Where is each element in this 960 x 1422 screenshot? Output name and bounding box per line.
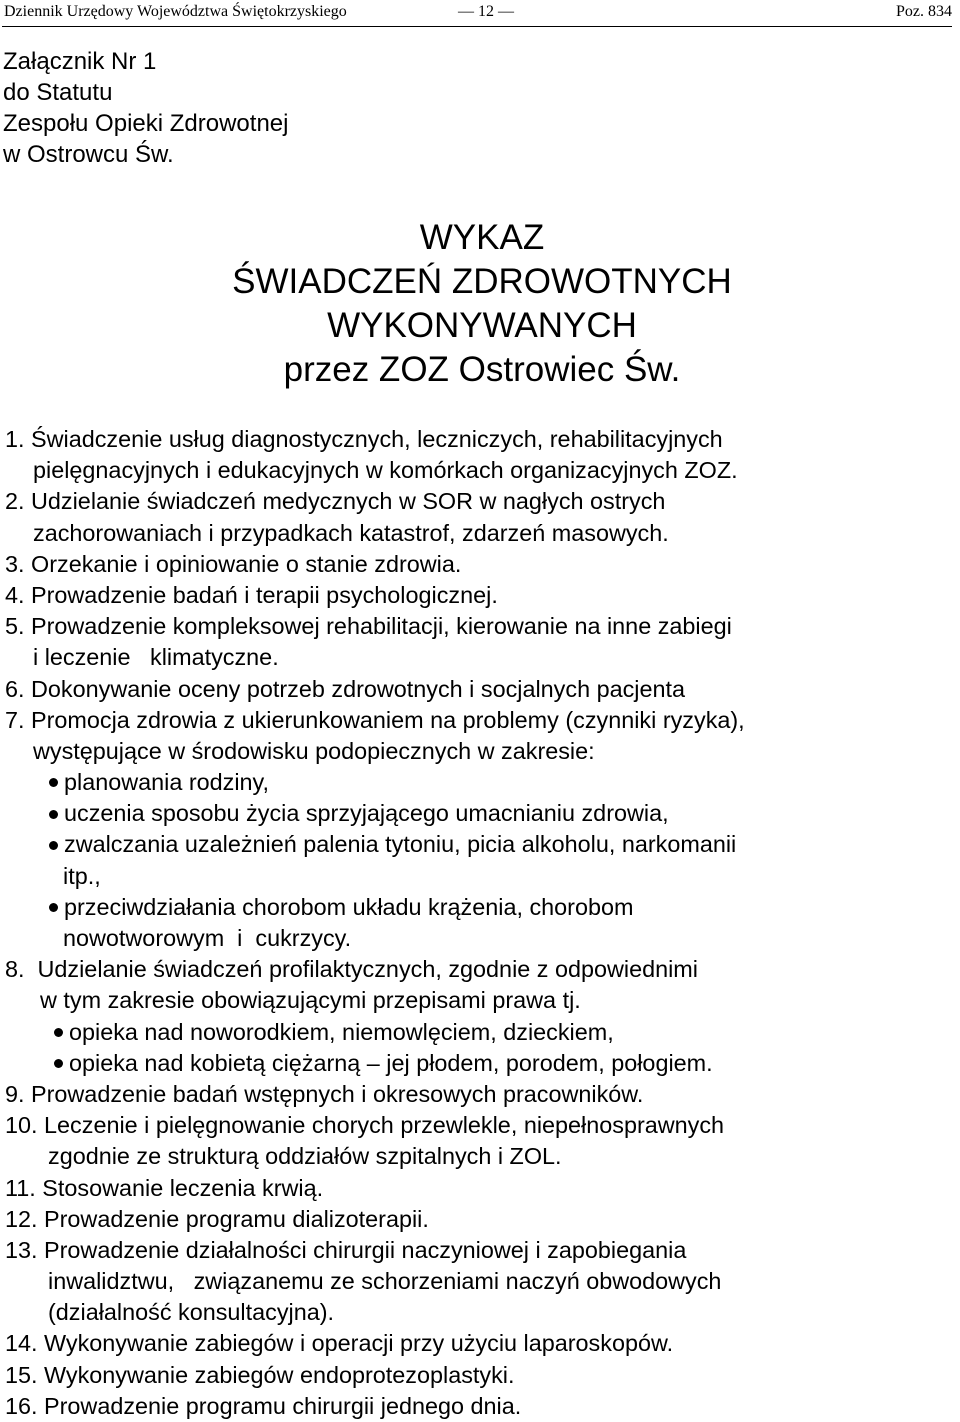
item-text: (działalność konsultacyjna). [48, 1299, 335, 1326]
services-list [5, 424, 955, 1422]
bullet-text: przeciwdziałania chorobom układu krążenia, chorobom [64, 893, 634, 920]
list-item [5, 1391, 955, 1422]
list-item-continuation [5, 1266, 955, 1297]
item-text: Wykonywanie zabiegów endoprotezoplastyki. [44, 1361, 515, 1388]
list-item [5, 549, 955, 580]
list-item-continuation [5, 1141, 955, 1172]
item-text: Prowadzenie badań i terapii psychologicznej. [31, 581, 498, 608]
item-text: i leczenie klimatyczne. [33, 644, 279, 671]
page-header [2, 0, 952, 27]
item-number: 13. [5, 1236, 38, 1263]
list-item [5, 424, 955, 455]
bullet-continuation [5, 861, 955, 892]
list-item-continuation [5, 518, 955, 549]
bullet-icon [49, 903, 58, 912]
item-text: Prowadzenie działalności chirurgii naczyniowej i zapobiegania [44, 1236, 687, 1263]
item-number: 4. [5, 581, 25, 608]
list-item [5, 1204, 955, 1235]
title-line: ŚWIADCZEŃ ZDROWOTNYCH [232, 262, 732, 301]
bullet-item [5, 892, 955, 923]
document-title [0, 216, 960, 392]
bullet-text: uczenia sposobu życia sprzyjającego umacnianiu zdrowia, [64, 800, 669, 827]
bullet-item [5, 829, 955, 860]
bullet-item [5, 1048, 955, 1079]
bullet-text: nowotworowym i cukrzycy. [63, 925, 352, 951]
item-text: Wykonywanie zabiegów i operacji przy użyciu laparoskopów. [44, 1330, 674, 1357]
item-text: inwalidztwu, związanemu ze schorzeniami naczyń obwodowych [48, 1268, 722, 1295]
title-line: WYKAZ [419, 218, 545, 257]
bullet-icon [49, 778, 58, 787]
list-item [5, 486, 955, 517]
list-item [5, 1328, 955, 1359]
bullet-item [5, 1017, 955, 1048]
page-number: — 12 — [458, 3, 514, 20]
bullet-icon [49, 810, 58, 819]
item-text: Prowadzenie programu chirurgii jednego dnia. [44, 1392, 522, 1419]
list-item [5, 1360, 955, 1391]
list-item-continuation [5, 985, 955, 1016]
bullet-icon [54, 1059, 63, 1068]
bullet-continuation [5, 923, 955, 954]
item-number: 3. [5, 550, 25, 577]
item-text: Udzielanie świadczeń medycznych w SOR w nagłych ostrych [31, 488, 666, 515]
title-line: WYKONYWANYCH [327, 306, 637, 345]
annex-line: do Statutu [3, 79, 113, 106]
list-item [5, 611, 955, 642]
bullet-text: itp., [63, 862, 101, 889]
item-text: zgodnie ze strukturą oddziałów szpitalnych i ZOL. [48, 1143, 562, 1170]
bullet-text: opieka nad noworodkiem, niemowlęciem, dzieckiem, [69, 1018, 614, 1045]
bullet-icon [49, 841, 58, 850]
item-text: Prowadzenie programu dializoterapii. [44, 1205, 429, 1232]
item-text: Prowadzenie kompleksowej rehabilitacji, kierowanie na inne zabiegi [31, 613, 732, 640]
item-text: Promocja zdrowia z ukierunkowaniem na problemy (czynniki ryzyka), [31, 706, 745, 733]
item-number: 11. [5, 1174, 36, 1201]
list-item-continuation [5, 642, 955, 673]
bullet-text: opieka nad kobietą ciężarną – jej płodem, porodem, połogiem. [69, 1049, 713, 1076]
item-number: 2. [5, 488, 25, 515]
item-number: 15. [5, 1361, 38, 1388]
title-line: przez ZOZ Ostrowiec Św. [283, 350, 681, 389]
list-item [5, 1079, 955, 1110]
item-number: 9. [5, 1080, 25, 1107]
item-number: 14. [5, 1330, 38, 1357]
item-number: 6. [5, 675, 25, 702]
list-item [5, 1173, 955, 1204]
item-number: 16. [5, 1392, 38, 1419]
item-number: 12. [5, 1205, 38, 1232]
list-item [5, 674, 955, 705]
list-item [5, 954, 955, 985]
item-text: Leczenie i pielęgnowanie chorych przewlekle, niepełnosprawnych [44, 1112, 725, 1139]
item-number: 1. [5, 426, 25, 452]
list-item [5, 1110, 955, 1141]
annex-block [3, 46, 288, 170]
item-number: 5. [5, 613, 25, 640]
item-text: występujące w środowisku podopiecznych w zakresie: [33, 737, 595, 764]
item-number: 7. [5, 706, 25, 733]
item-text: Orzekanie i opiniowanie o stanie zdrowia. [31, 550, 462, 577]
annex-line: w Ostrowcu Św. [3, 141, 174, 168]
list-item [5, 1235, 955, 1266]
item-text: w tym zakresie obowiązującymi przepisami prawa tj. [40, 987, 581, 1014]
bullet-item [5, 767, 955, 798]
bullet-text: zwalczania uzależnień palenia tytoniu, picia alkoholu, narkomanii [64, 831, 737, 858]
item-number: 8. [5, 956, 25, 983]
item-text: Stosowanie leczenia krwią. [42, 1174, 324, 1201]
item-text: Dokonywanie oceny potrzeb zdrowotnych i socjalnych pacjenta [31, 675, 686, 702]
list-item-continuation [5, 1297, 955, 1328]
journal-name: Dziennik Urzędowy Województwa Świętokrzyskiego [4, 3, 347, 20]
item-text: Świadczenie usług diagnostycznych, leczniczych, rehabilitacyjnych [31, 426, 723, 452]
item-text: Prowadzenie badań wstępnych i okresowych pracowników. [31, 1080, 644, 1107]
item-text: pielęgnacyjnych i edukacyjnych w komórkach organizacyjnych ZOZ. [33, 457, 738, 484]
item-text: Udzielanie świadczeń profilaktycznych, zgodnie z odpowiednimi [37, 956, 698, 983]
bullet-icon [54, 1028, 63, 1037]
annex-line: Załącznik Nr 1 [3, 48, 157, 75]
bullet-text: planowania rodziny, [64, 769, 270, 796]
list-item-continuation [5, 736, 955, 767]
position-number: Poz. 834 [896, 3, 952, 20]
bullet-item [5, 798, 955, 829]
list-item [5, 705, 955, 736]
item-number: 10. [5, 1112, 38, 1139]
item-text: zachorowaniach i przypadkach katastrof, zdarzeń masowych. [33, 519, 669, 546]
annex-line: Zespołu Opieki Zdrowotnej [3, 110, 289, 137]
list-item [5, 580, 955, 611]
list-item-continuation [5, 455, 955, 486]
